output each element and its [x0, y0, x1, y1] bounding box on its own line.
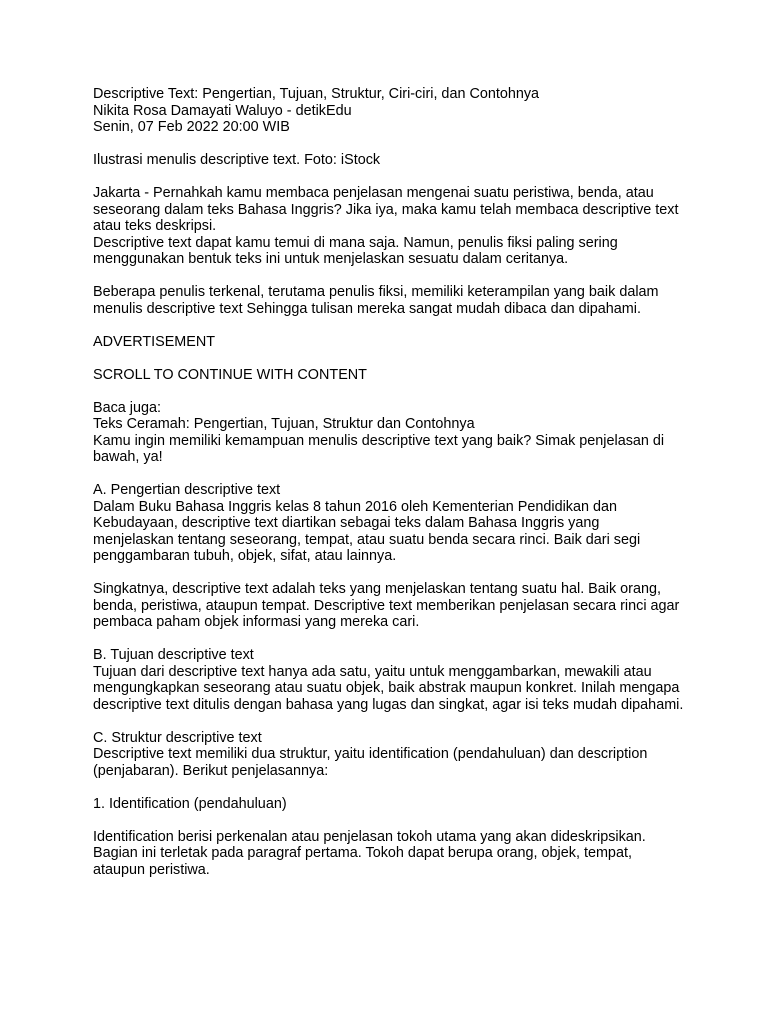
section-c-paragraph [93, 730, 693, 780]
section-a-paragraph-1 [93, 482, 693, 565]
text-line: menjelaskan tentang seseorang, tempat, atau suatu benda secara rinci. Baik dari segi [93, 531, 641, 548]
text-line: ataupun peristiwa. [93, 861, 210, 878]
text-line: Beberapa penulis terkenal, terutama penulis fiksi, memiliki keterampilan yang baik dalam [93, 284, 659, 300]
article-date: Senin, 07 Feb 2022 20:00 WIB [93, 119, 290, 135]
text-line: Kebudayaan, descriptive text diartikan sebagai teks dalam Bahasa Inggris yang [93, 515, 600, 531]
section-a-paragraph-2 [93, 581, 693, 631]
text-line: Dalam Buku Bahasa Inggris kelas 8 tahun 2016 oleh Kementerian Pendidikan dan [93, 498, 618, 515]
section-a-heading: A. Pengertian descriptive text [93, 482, 281, 498]
section-b-heading: B. Tujuan descriptive text [93, 647, 254, 663]
intro-paragraph-1 [93, 185, 693, 268]
text-line: Tujuan dari descriptive text hanya ada satu, yaitu untuk menggambarkan, mewakili atau [93, 663, 652, 680]
text-line: seseorang dalam teks Bahasa Inggris? Jika iya, maka kamu telah membaca descriptive text [93, 201, 679, 218]
advertisement-text: ADVERTISEMENT [93, 333, 216, 350]
text-line: menulis descriptive text Sehingga tulisan mereka sangat mudah dibaca dan dipahami. [93, 300, 641, 317]
text-line: Kamu ingin memiliki kemampuan menulis descriptive text yang baik? Simak penjelasan di [93, 432, 665, 449]
intro-paragraph-2 [93, 284, 693, 317]
text-line: atau teks deskripsi. [93, 218, 217, 234]
scroll-text: SCROLL TO CONTINUE WITH CONTENT [93, 366, 367, 383]
text-line: Bagian ini terletak pada paragraf pertama. Tokoh dapat berupa orang, objek, tempat, [93, 845, 632, 861]
item-1-heading: 1. Identification (pendahuluan) [93, 795, 287, 812]
text-line: mengungkapkan seseorang atau suatu objek, baik abstrak maupun konkret. Inilah mengapa [93, 680, 680, 696]
section-b-paragraph [93, 647, 693, 713]
text-line: Identification berisi perkenalan atau penjelasan tokoh utama yang akan dideskripsikan. [93, 828, 646, 845]
baca-juga-label: Baca juga: [93, 399, 162, 416]
article-header [93, 86, 693, 136]
text-line: Descriptive text memiliki dua struktur, yaitu identification (pendahuluan) dan description [93, 746, 648, 762]
text-line: pembaca paham objek informasi yang mereka cari. [93, 614, 420, 630]
baca-juga-block [93, 400, 693, 466]
advertisement-label [93, 334, 693, 351]
article-author: Nikita Rosa Damayati Waluyo - detikEdu [93, 102, 352, 119]
scroll-to-continue [93, 367, 693, 384]
image-caption [93, 152, 693, 169]
document-page [93, 86, 693, 895]
text-line: Jakarta - Pernahkah kamu membaca penjelasan mengenai suatu peristiwa, benda, atau [93, 185, 654, 201]
text-line: penggambaran tubuh, objek, sifat, atau lainnya. [93, 548, 397, 564]
section-c-heading: C. Struktur descriptive text [93, 729, 262, 746]
section-c-item-1 [93, 796, 693, 813]
text-line: descriptive text ditulis dengan bahasa yang lugas dan singkat, agar isi teks mudah dipahami. [93, 696, 684, 713]
text-line: menggunakan bentuk teks ini untuk menjelaskan sesuatu dalam ceritanya. [93, 251, 569, 267]
text-line: Singkatnya, descriptive text adalah teks yang menjelaskan tentang suatu hal. Baik orang, [93, 581, 661, 597]
baca-juga-link[interactable]: Teks Ceramah: Pengertian, Tujuan, Struktur dan Contohnya [93, 416, 475, 432]
section-c-item-1-text [93, 829, 693, 879]
caption-text: Ilustrasi menulis descriptive text. Foto: iStock [93, 152, 381, 168]
text-line: (penjabaran). Berikut penjelasannya: [93, 762, 329, 779]
text-line: bawah, ya! [93, 449, 163, 465]
article-title: Descriptive Text: Pengertian, Tujuan, Struktur, Ciri-ciri, dan Contohnya [93, 86, 540, 102]
text-line: benda, peristiwa, ataupun tempat. Descriptive text memberikan penjelasan secara rinci agar [93, 597, 680, 614]
text-line: Descriptive text dapat kamu temui di mana saja. Namun, penulis fiksi paling sering [93, 234, 618, 251]
